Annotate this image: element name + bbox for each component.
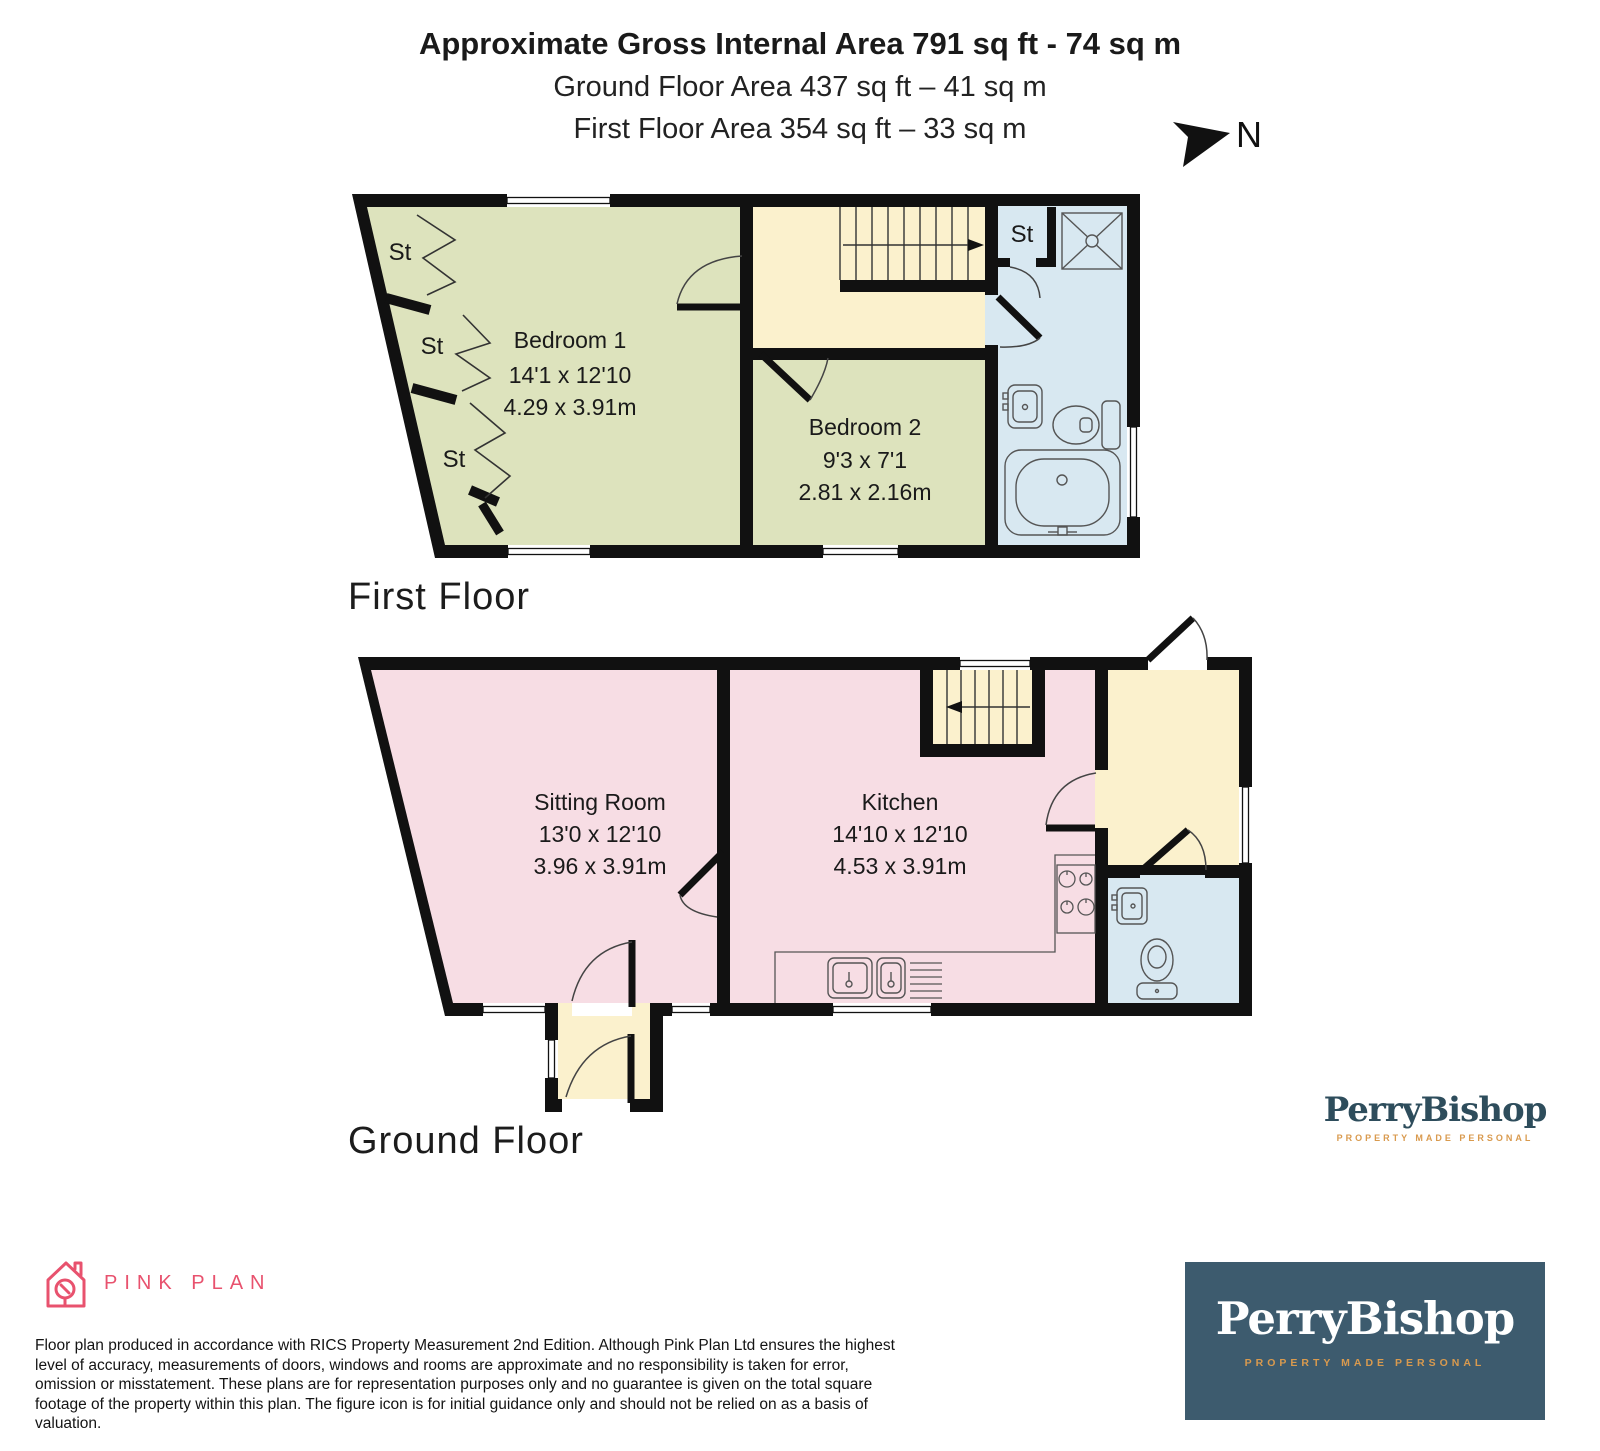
- entrance-hall-floor: [1108, 670, 1239, 865]
- first-floor-caption: First Floor: [348, 576, 530, 618]
- window: [672, 1003, 710, 1016]
- kitchen-imperial-label: 14'10 x 12'10: [832, 821, 968, 847]
- bedroom1-metric-label: 4.29 x 3.91m: [503, 394, 637, 420]
- landing-floor: [753, 207, 985, 348]
- window: [960, 657, 1030, 670]
- front-door-arc: [1193, 618, 1207, 660]
- kitchen-metric-label: 4.53 x 3.91m: [833, 853, 967, 879]
- kitchen-door-opening: [1095, 770, 1108, 828]
- window: [1239, 787, 1252, 863]
- porch-floor: [558, 1003, 650, 1099]
- bedroom1-landing-wall: [740, 310, 753, 545]
- closet-wall: [998, 258, 1010, 267]
- north-label: N: [1236, 114, 1262, 155]
- bedroom2-imperial-label: 9'3 x 7'1: [822, 447, 908, 473]
- window: [545, 1040, 558, 1078]
- bathroom-door-opening: [985, 295, 998, 345]
- closet-wall: [1036, 258, 1056, 267]
- ground-floor-area-subtitle: Ground Floor Area 437 sq ft – 41 sq m: [553, 71, 1047, 103]
- bedroom1-name-label: Bedroom 1: [513, 327, 627, 353]
- sitting-room-name-label: Sitting Room: [534, 789, 666, 815]
- window: [1127, 427, 1140, 517]
- storage-label-1: St: [388, 239, 412, 266]
- agency-logo-box: [1185, 1262, 1545, 1420]
- first-floor-area-subtitle: First Floor Area 354 sq ft – 33 sq m: [573, 113, 1027, 145]
- bedroom2-wall: [753, 348, 761, 360]
- gross-area-title: Approximate Gross Internal Area 791 sq ft - 74 sq m: [418, 26, 1182, 61]
- pen-nib-icon: [61, 1285, 69, 1293]
- bedroom1-imperial-label: 14'1 x 12'10: [508, 362, 632, 388]
- agency-wordmark: [1318, 1090, 1552, 1143]
- kitchen-name-label: Kitchen: [861, 789, 939, 815]
- agency-tagline: PROPERTY MADE PERSONAL: [1336, 1133, 1534, 1143]
- north-arrow-icon: [1173, 122, 1230, 167]
- agency-name: PerryBishop: [1215, 1292, 1515, 1345]
- kitchen-hall-wall: [1095, 670, 1108, 770]
- pink-plan-name: PINK PLAN: [104, 1272, 272, 1294]
- window: [833, 1003, 931, 1016]
- header: [0, 26, 1600, 146]
- pink-plan-logo-icon: [38, 1256, 94, 1312]
- porch-entry-opening: [562, 1099, 630, 1112]
- disclaimer-text: Floor plan produced in accordance with RICS Property Measurement 2nd Edition. Although Pink Plan Ltd ensures the highest level of accuracy, measurements of doors, windows and rooms are approximate and no responsibility is taken for error, omission or misstatement. These plans are for representation purposes only and no guarantee is given on the total square footage of the property within this plan. The figure icon is for initial guidance only and should not be relied on as a basis of valuation.: [35, 1337, 895, 1432]
- window: [507, 194, 610, 207]
- storage-label-4: St: [1010, 221, 1034, 248]
- sitting-door-opening: [572, 1003, 632, 1016]
- storage-label-2: St: [420, 333, 444, 360]
- bedroom2-metric-label: 2.81 x 2.16m: [798, 479, 932, 505]
- window: [823, 545, 898, 558]
- hall-wc-wall: [1205, 865, 1239, 878]
- kitchen-hall-wall: [1095, 828, 1108, 1003]
- window: [483, 1003, 545, 1016]
- sitting-room-imperial-label: 13'0 x 12'10: [538, 821, 662, 847]
- sitting-kitchen-wall: [717, 670, 730, 852]
- hall-wc-wall: [1108, 865, 1140, 878]
- window: [508, 545, 590, 558]
- sitting-kitchen-wall: [717, 915, 730, 1003]
- bedroom1-landing-wall: [740, 207, 753, 252]
- bathroom-wall: [985, 345, 998, 545]
- bedroom2-wall: [830, 348, 985, 360]
- closet-wall: [1047, 207, 1056, 262]
- storage-label-3: St: [442, 446, 466, 473]
- front-door-opening: [1148, 657, 1207, 670]
- first-floor-plan: [350, 188, 1142, 560]
- agency-tagline: PROPERTY MADE PERSONAL: [1244, 1357, 1486, 1369]
- ground-floor-plan: [350, 610, 1260, 1120]
- north-compass: [1160, 100, 1290, 180]
- agency-name: PerryBishop: [1323, 1090, 1547, 1130]
- ground-floor-caption: Ground Floor: [348, 1120, 584, 1162]
- stairs-down: [920, 670, 1045, 757]
- bedroom2-name-label: Bedroom 2: [808, 414, 922, 440]
- front-door-leaf: [1148, 618, 1193, 660]
- sitting-room-metric-label: 3.96 x 3.91m: [533, 853, 667, 879]
- bathroom-wall: [985, 207, 998, 295]
